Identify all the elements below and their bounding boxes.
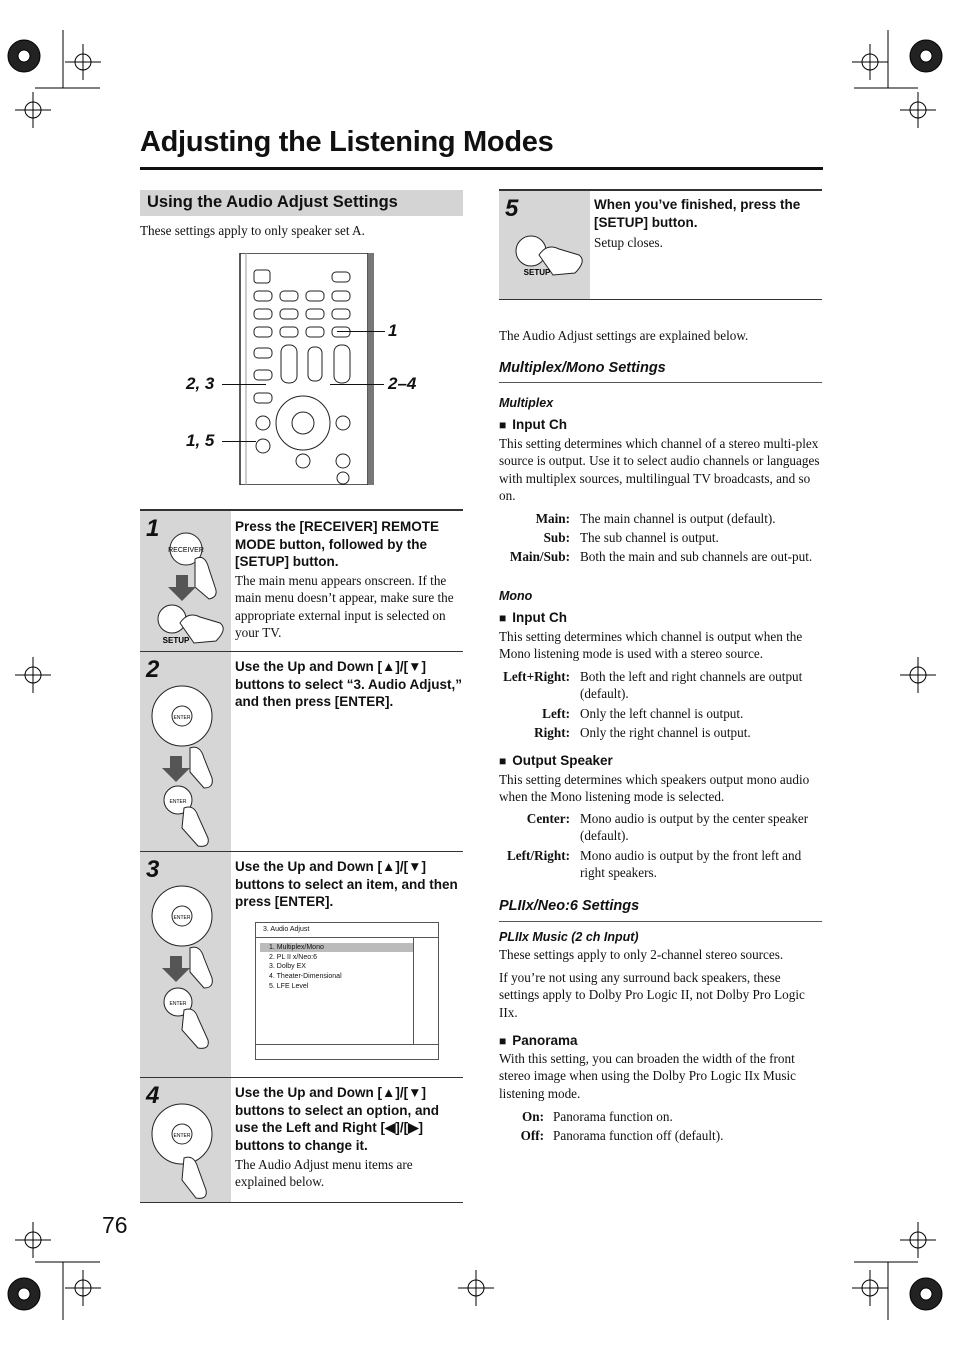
enter-label-step3a: ENTER xyxy=(173,915,191,921)
pliix-apply-text: These settings apply to only 2-channel stereo sources. xyxy=(499,947,784,962)
mono-description: This setting determines which channel is output when the Mono listening mode is used with a stereo source. xyxy=(499,629,803,662)
enter-label-step4: ENTER xyxy=(173,1133,191,1139)
mono-subheading: Mono xyxy=(499,589,533,603)
def-right: Right: Only the right channel is output. xyxy=(534,725,751,740)
enter-label-step2b: ENTER xyxy=(169,799,187,805)
callout-line-1 xyxy=(337,331,385,332)
step-2-number: 2 xyxy=(146,656,160,683)
def-left-slash-right: Left/Right: Mono audio is output by the front left and right speakers. xyxy=(507,848,802,881)
step-4-instruction: Use the Up and Down [▲]/[▼] buttons to select an option, and use the Left and Right [◀]/[▶] buttons to change it. xyxy=(235,1085,439,1153)
step-3-illustration-panel xyxy=(140,852,231,1078)
def-off: Off: Panorama function off (default). xyxy=(520,1128,724,1143)
step-1 xyxy=(140,509,463,653)
enter-dpad-hand-icon xyxy=(140,852,231,1078)
section-heading-bar xyxy=(140,190,463,216)
step-3-instruction: Use the Up and Down [▲]/[▼] buttons to select an item, and then press [ENTER]. xyxy=(235,859,458,910)
def-left: Left: Only the left channel is output. xyxy=(542,706,744,721)
enter-label-step2a: ENTER xyxy=(173,715,191,721)
enter-label-step3b: ENTER xyxy=(169,1001,187,1007)
page-title: Adjusting the Listening Modes xyxy=(140,126,554,158)
section-heading: Using the Audio Adjust Settings xyxy=(147,193,398,211)
output-speaker-description: This setting determines which speakers output mono audio when the Mono listening mode is selected. xyxy=(499,772,810,805)
setup-button-label: SETUP xyxy=(162,636,190,645)
panorama-description: With this setting, you can broaden the width of the front stereo image when using the Dolby Pro Logic IIx Music listening mode. xyxy=(499,1051,797,1101)
explained-note: The Audio Adjust settings are explained below. xyxy=(499,328,749,343)
step-3-number: 3 xyxy=(146,856,160,883)
callout-line-24 xyxy=(330,384,384,385)
step-1-description: The main menu appears onscreen. If the main menu doesn’t appear, make sure the appropriate external input is selected on your TV. xyxy=(235,573,454,641)
pliix-surround-text: If you’re not using any surround back speakers, these settings apply to Dolby Pro Logic II, not Dolby Pro Logic IIx. xyxy=(499,970,805,1020)
menu-item[interactable]: 1. Multiplex/Mono xyxy=(269,944,324,951)
def-main: Main: The main channel is output (default). xyxy=(535,511,776,526)
step-4-number: 4 xyxy=(146,1082,160,1109)
input-ch-heading: ■ Input Ch xyxy=(499,417,822,432)
pliix-music-subheading: PLIIx Music (2 ch Input) xyxy=(499,930,639,944)
step-5-number: 5 xyxy=(505,195,519,222)
def-main-sub: Main/Sub: Both the main and sub channels are out-put. xyxy=(509,549,813,564)
setup-button-label: SETUP xyxy=(523,268,551,277)
step-2-instruction: Use the Up and Down [▲]/[▼] buttons to select “3. Audio Adjust,” and then press [ENTER]. xyxy=(235,659,463,710)
pliix-heading: PLIIx/Neo:6 Settings xyxy=(499,898,640,914)
multiplex-description: This setting determines which channel of a stereo multi-plex source is output. Use it to select audio channels or languages with multiplex sources, multilingual TV broadcasts, and so on. xyxy=(499,436,820,504)
heading-rule xyxy=(499,921,822,922)
def-left-right: Left+Right: Both the left and right channels are output (default). xyxy=(503,669,803,702)
output-speaker-heading: ■ Output Speaker xyxy=(499,753,822,768)
menu-item[interactable]: 2. PL II x/Neo:6 xyxy=(269,953,317,961)
callout-label-24: 2–4 xyxy=(388,374,417,393)
step-5-description: Setup closes. xyxy=(594,235,663,250)
menu-item[interactable]: 5. LFE Level xyxy=(269,982,309,990)
multiplex-subheading: Multiplex xyxy=(499,396,554,410)
step-4-description: The Audio Adjust menu items are explained below. xyxy=(235,1157,413,1190)
mono-input-ch-heading: ■ Input Ch xyxy=(499,610,822,625)
step-2 xyxy=(140,651,463,852)
step-5-instruction: When you’ve finished, press the [SETUP] button. xyxy=(594,197,801,230)
step-1-instruction: Press the [RECEIVER] REMOTE MODE button, followed by the [SETUP] button. xyxy=(235,519,440,570)
remote-control-illustration xyxy=(236,253,376,485)
title-rule xyxy=(140,167,823,170)
callout-label-15: 1, 5 xyxy=(186,431,215,450)
def-on: On: Panorama function on. xyxy=(522,1109,673,1124)
step-1-number: 1 xyxy=(146,515,160,542)
step-4 xyxy=(140,1077,463,1203)
menu-item[interactable]: 4. Theater-Dimensional xyxy=(269,973,342,981)
onscreen-audio-adjust-menu xyxy=(255,922,439,1060)
callout-line-15 xyxy=(222,441,256,442)
menu-header: 3. Audio Adjust xyxy=(263,926,310,933)
heading-rule xyxy=(499,382,822,383)
def-sub: Sub: The sub channel is output. xyxy=(543,530,719,545)
step-5 xyxy=(499,189,822,300)
multiplex-mono-heading: Multiplex/Mono Settings xyxy=(499,360,666,376)
menu-item[interactable]: 3. Dolby EX xyxy=(269,963,306,971)
page-number: 76 xyxy=(102,1212,128,1238)
receiver-button-label: RECEIVER xyxy=(168,547,204,554)
callout-label-23: 2, 3 xyxy=(186,374,215,393)
callout-label-1: 1 xyxy=(388,321,398,340)
section-intro: These settings apply to only speaker set A. xyxy=(140,223,365,238)
def-center: Center: Mono audio is output by the center speaker (default). xyxy=(526,811,809,844)
callout-line-23 xyxy=(222,384,266,385)
panorama-heading: ■ Panorama xyxy=(499,1033,822,1048)
